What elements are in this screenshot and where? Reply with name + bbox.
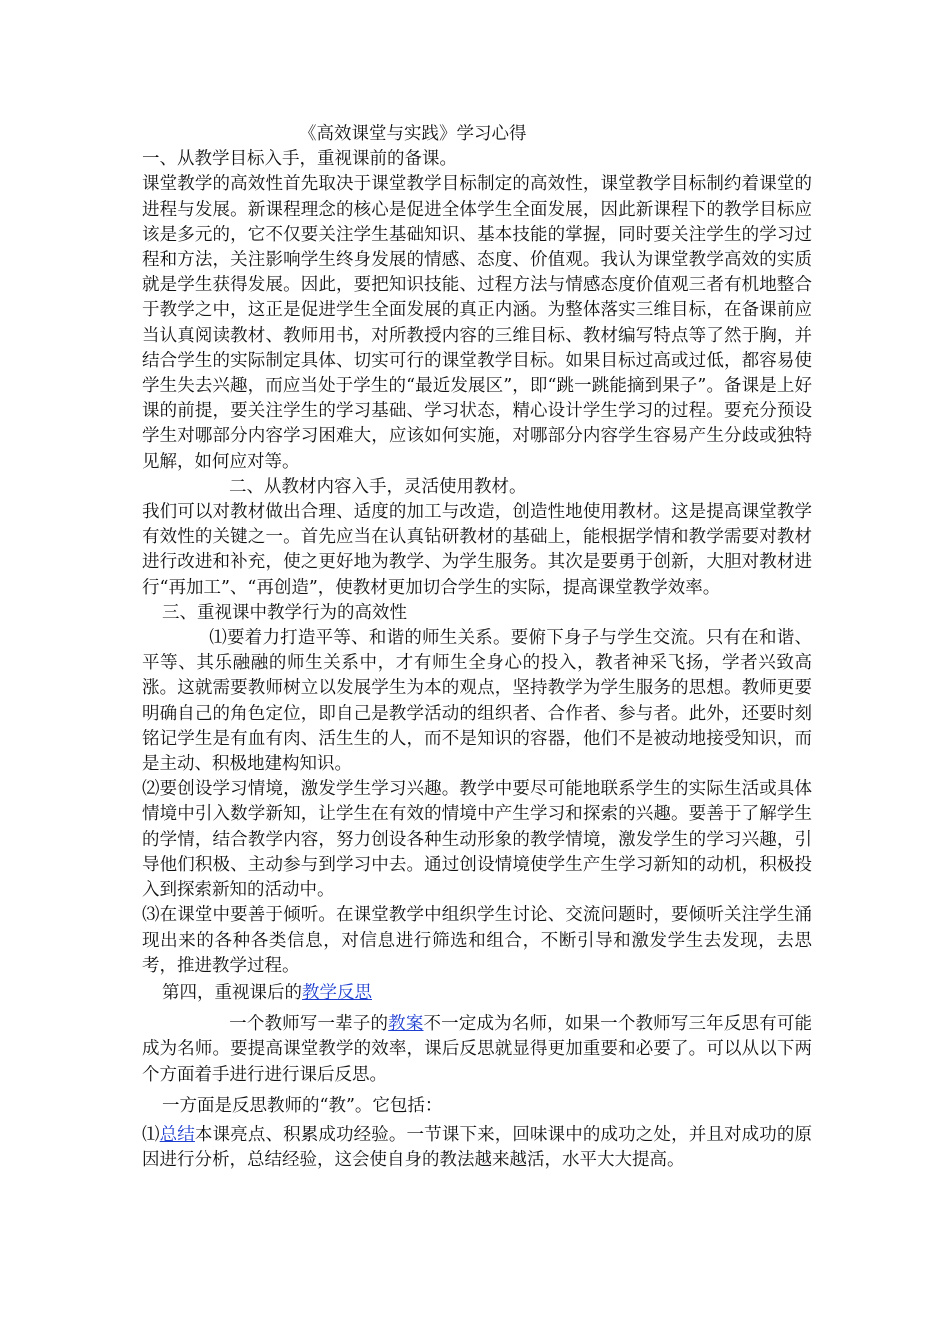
document-page [142,122,812,1173]
document-title: 《高效课堂与实践》学习心得 [299,124,527,144]
aspect-item1 [142,1123,812,1173]
section1-body: 课堂教学的高效性首先取决于课堂教学目标制定的高效性，课堂教学目标制约着课堂的进程与发展。新课程理念的核心是促进全体学生全面发展，因此新课程下的教学目标应该是多元的，它不仅要关注学生基础知识、基本技能的掌握，同时要关注学生的学习过程和方法，关注影响学生终身发展的情感、态度、价值观。我认为课堂教学高效的实质就是学生获得发展。因此，要把知识技能、过程方法与情感态度价值观三者有机地整合于教学之中，这正是促进学生全面发展的真正内涵。为整体落实三维目标，在备课前应当认真阅读教材、教师用书，对所教授内容的三维目标、教材编写特点等了然于胸，并结合学生的实际制定具体、切实可行的课堂教学目标。如果目标过高或过低，都容易使学生失去兴趣，而应当处于学生的“最近发展区”，即“跳一跳能摘到果子”。备课是上好课的前提，要关注学生的学习基础、学习状态，精心设计学生学习的过程。要充分预设学生对哪部分内容学习困难大，应该如何实施，对哪部分内容学生容易产生分歧或独特见解，如何应对等。 [142,174,812,472]
section3-item1: ⑴要着力打造平等、和谐的师生关系。要俯下身子与学生交流。只有在和谐、平等、其乐融融的师生关系中，才有师生全身心的投入，教者神采飞扬，学者兴致高涨。这就需要教师树立以发展学生为本的观点，坚持教学为学生服务的思想。教师更要明确自己的角色定位，即自己是教学活动的组织者、合作者、参与者。此外，还要时刻铭记学生是有血有肉、活生生的人，而不是知识的容器，他们不是被动地接受知识，而是主动、积极地建构知识。 [142,628,812,775]
section1-heading: 一、从教学目标入手，重视课前的备课。 [142,149,457,170]
section2-heading: 二、从教材内容入手，灵活使用教材。 [229,476,527,497]
reflection-text-b: 不一定成为名师，如果一个教师写三年反思有可能成为名师。要提高课堂教学的效率，课后反思就显得更加重要和必要了。可以从以下两个方面着手进行进行课后反思。 [142,1014,813,1085]
reflection-text-a: 一个教师写一辈子的 [229,1014,389,1035]
teaching-reflection-link[interactable]: 教学反思 [302,982,372,1003]
section4-prefix: 第四，重视课后的 [162,982,302,1003]
aspect-item1-text: 本课亮点、积累成功经验。一节课下来，回味课中的成功之处，并且对成功的原因进行分析，总结经验，这会使自身的教法越来越活，水平大大提高。 [142,1124,813,1171]
section2-body: 我们可以对教材做出合理、适度的加工与改造，创造性地使用教材。这是提高课堂教学有效性的关键之一。首先应当在认真钻研教材的基础上，能根据学情和教学需要对教材进行改进和补充，使之更好地为教学、为学生服务。其次是要勇于创新，大胆对教材进行“再加工”、“再创造”，使教材更加切合学生的实际，提高课堂教学效率。 [142,502,812,598]
lesson-plan-link[interactable]: 教案 [388,1014,424,1035]
summary-link[interactable]: 总结 [159,1124,195,1145]
section3-item3: ⑶在课堂中要善于倾听。在课堂教学中组织学生讨论、交流问题时，要倾听关注学生涌现出来的各种各类信息，对信息进行筛选和组合，不断引导和激发学生去发现，去思考，推进教学过程。 [142,905,812,976]
section3-heading: 三、重视课中教学行为的高效性 [162,602,407,623]
item-number: ⑴ [142,1124,160,1145]
reflection-paragraph [142,1012,812,1088]
section4-heading [142,981,812,1006]
aspect-heading: 一方面是反思教师的“教”。它包括： [162,1095,443,1116]
section3-item2: ⑵要创设学习情境，激发学生学习兴趣。教学中要尽可能地联系学生的实际生活或具体情境中引入数学新知，让学生在有效的情境中产生学习和探索的兴趣。要善于了解学生的学情，结合教学内容，努力创设各种生动形象的教学情境，激发学生的学习兴趣，引导他们积极、主动参与到学习中去。通过创设情境使学生产生学习新知的动机，积极投入到探索新知的活动中。 [142,779,812,901]
